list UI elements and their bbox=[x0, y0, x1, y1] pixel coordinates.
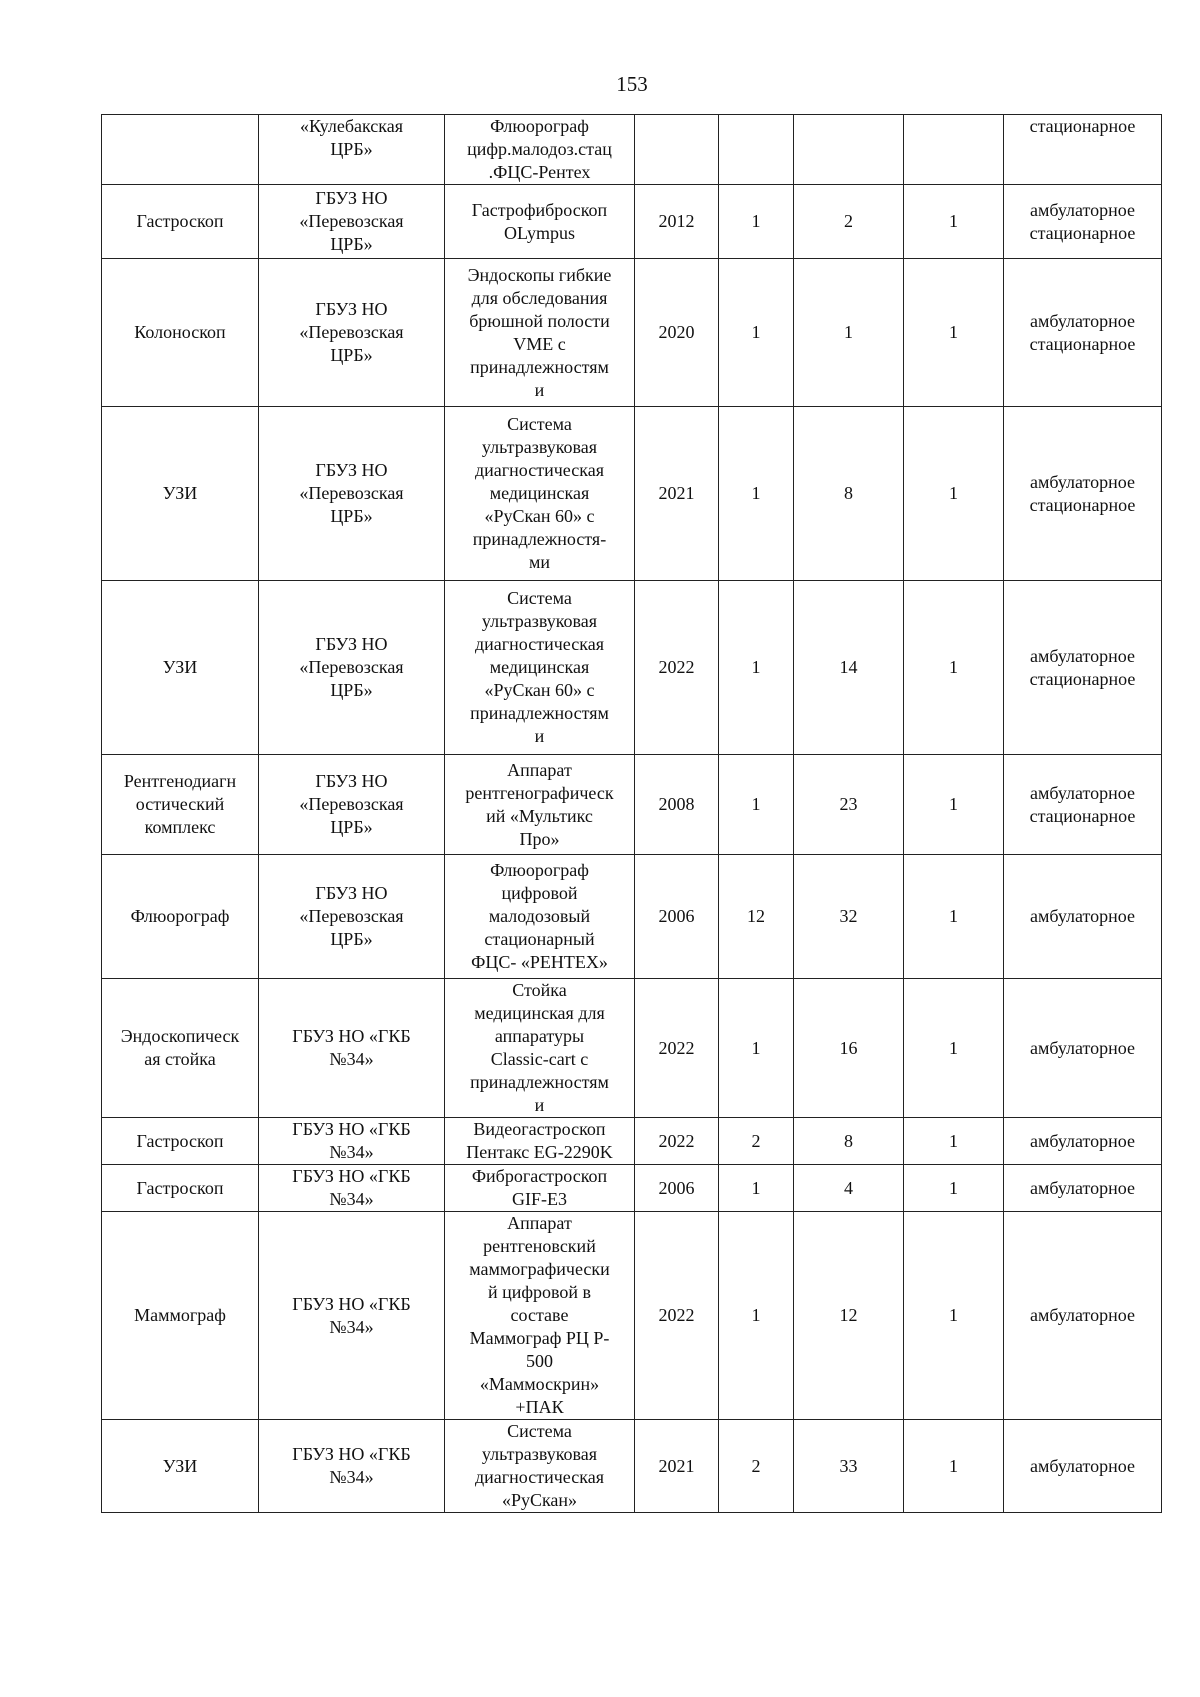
cell-count-2: 32 bbox=[794, 855, 904, 979]
cell-equipment-type bbox=[102, 581, 259, 755]
cell-text-line: медицинская bbox=[489, 483, 590, 503]
cell-text-line: ЦРБ» bbox=[330, 234, 373, 254]
cell-text-line: +ПАК bbox=[515, 1397, 564, 1417]
table-row bbox=[102, 755, 1162, 855]
cell-organization bbox=[259, 755, 445, 855]
cell-count-2: 8 bbox=[794, 407, 904, 581]
cell-count-1: 12 bbox=[719, 855, 794, 979]
cell-text-line: «РуСкан» bbox=[501, 1490, 578, 1510]
cell-count-1: 2 bbox=[719, 1420, 794, 1513]
table-row bbox=[102, 581, 1162, 755]
cell-count-2: 1 bbox=[794, 259, 904, 407]
cell-text-line: ГБУЗ НО «ГКБ bbox=[292, 1166, 411, 1186]
cell-text-line: УЗИ bbox=[162, 657, 198, 677]
cell-model bbox=[445, 581, 635, 755]
cell-text-line: ультразвуковая bbox=[481, 611, 598, 631]
cell-text-line: Эндоскопическ bbox=[120, 1026, 240, 1046]
cell-equipment-type bbox=[102, 1165, 259, 1212]
cell-text-line: диагностическая bbox=[475, 634, 604, 654]
cell-year: 2006 bbox=[635, 1165, 719, 1212]
page-number: 153 bbox=[616, 72, 648, 96]
cell-text-line: ГБУЗ НО «ГКБ bbox=[292, 1444, 411, 1464]
cell-text-line: Фиброгастроскоп bbox=[471, 1166, 608, 1186]
cell-text-line: GIF-E3 bbox=[512, 1189, 567, 1209]
cell-text-line: принадлежностя- bbox=[472, 529, 607, 549]
cell-text-line: принадлежностям bbox=[470, 1072, 609, 1092]
cell-text-line: №34» bbox=[329, 1316, 374, 1337]
cell-count-1: 1 bbox=[719, 1165, 794, 1212]
cell-text-line: Гастрофиброскоп bbox=[471, 199, 608, 220]
cell-text-line: маммографически bbox=[469, 1259, 610, 1279]
cell-text-line: рентгеновский bbox=[483, 1236, 596, 1256]
cell-model bbox=[445, 855, 635, 979]
cell-model bbox=[445, 185, 635, 259]
cell-equipment-type bbox=[102, 1212, 259, 1420]
cell-count-1: 1 bbox=[719, 259, 794, 407]
cell-equipment-type bbox=[102, 755, 259, 855]
cell-text-line: амбулаторное bbox=[1029, 471, 1136, 492]
cell-model bbox=[445, 407, 635, 581]
cell-text-line: стационарное bbox=[1029, 116, 1136, 136]
cell-year: 2022 bbox=[635, 1212, 719, 1420]
table-row bbox=[102, 259, 1162, 407]
cell-text-line: «РуСкан 60» с bbox=[484, 680, 595, 700]
cell-count-3: 1 bbox=[904, 185, 1004, 259]
cell-text-line: №34» bbox=[329, 1049, 374, 1069]
cell-count-3: 1 bbox=[904, 259, 1004, 407]
cell-text-line: диагностическая bbox=[475, 1467, 604, 1487]
cell-count-3: 1 bbox=[904, 407, 1004, 581]
cell-text-line: брюшной полости bbox=[469, 310, 610, 331]
cell-year bbox=[635, 115, 719, 185]
cell-text-line: ГБУЗ НО bbox=[315, 883, 388, 903]
cell-text-line: ГБУЗ НО «ГКБ bbox=[292, 1119, 411, 1139]
table-row bbox=[102, 407, 1162, 581]
cell-text-line: комплекс bbox=[144, 817, 216, 837]
table-row bbox=[102, 979, 1162, 1118]
cell-text-line: принадлежностям bbox=[470, 703, 609, 723]
cell-text-line: амбулаторное bbox=[1029, 1455, 1136, 1476]
cell-text-line: ЦРБ» bbox=[330, 680, 373, 700]
cell-text-line: Видеогастроскоп bbox=[473, 1119, 606, 1139]
cell-text-line: Флюорограф bbox=[130, 906, 230, 926]
cell-organization bbox=[259, 115, 445, 185]
cell-text-line: Про» bbox=[519, 828, 560, 849]
cell-text-line: «Перевозская bbox=[299, 906, 404, 926]
cell-count-1: 1 bbox=[719, 407, 794, 581]
cell-text-line: ЦРБ» bbox=[330, 817, 373, 837]
cell-count-1: 1 bbox=[719, 581, 794, 755]
cell-text-line: ГБУЗ НО bbox=[315, 188, 388, 208]
cell-model bbox=[445, 979, 635, 1118]
cell-organization bbox=[259, 1420, 445, 1513]
cell-count-2: 23 bbox=[794, 755, 904, 855]
cell-model bbox=[445, 259, 635, 407]
cell-text-line: Эндоскопы гибкие bbox=[467, 264, 612, 285]
cell-organization bbox=[259, 1118, 445, 1165]
cell-text-line: ая стойка bbox=[144, 1049, 216, 1069]
cell-usage-mode bbox=[1004, 755, 1162, 855]
cell-text-line: составе bbox=[510, 1305, 569, 1325]
cell-equipment-type bbox=[102, 855, 259, 979]
cell-text-line: стационарное bbox=[1029, 805, 1136, 826]
cell-count-2: 8 bbox=[794, 1118, 904, 1165]
cell-count-2: 2 bbox=[794, 185, 904, 259]
cell-text-line: «Маммоскрин» bbox=[479, 1374, 600, 1394]
cell-text-line: «Кулебакская bbox=[299, 116, 403, 136]
cell-text-line: цифровой bbox=[501, 883, 578, 903]
cell-text-line: цифр.малодоз.стац bbox=[467, 139, 612, 159]
cell-text-line: ФЦС- «РЕНТЕХ» bbox=[471, 952, 608, 972]
cell-text-line: ГБУЗ НО «ГКБ bbox=[292, 1026, 411, 1046]
cell-organization bbox=[259, 1165, 445, 1212]
cell-usage-mode bbox=[1004, 581, 1162, 755]
cell-text-line: Флюорограф bbox=[490, 116, 589, 136]
cell-count-3: 1 bbox=[904, 1165, 1004, 1212]
cell-text-line: принадлежностям bbox=[470, 356, 609, 377]
cell-count-1: 1 bbox=[719, 1212, 794, 1420]
cell-usage-mode bbox=[1004, 979, 1162, 1118]
cell-year: 2012 bbox=[635, 185, 719, 259]
cell-text-line: ЦРБ» bbox=[330, 506, 373, 526]
cell-text-line: ЦРБ» bbox=[330, 929, 373, 949]
cell-usage-mode bbox=[1004, 855, 1162, 979]
cell-text-line: «Перевозская bbox=[299, 657, 404, 677]
cell-count-3: 1 bbox=[904, 1420, 1004, 1513]
cell-text-line: Аппарат bbox=[507, 1213, 572, 1233]
cell-text-line: амбулаторное bbox=[1029, 906, 1136, 926]
cell-text-line: VME с bbox=[513, 333, 566, 354]
cell-text-line: ГБУЗ НО bbox=[315, 634, 388, 654]
cell-text-line: «РуСкан 60» с bbox=[484, 506, 595, 526]
cell-text-line: и bbox=[534, 1095, 545, 1115]
cell-year: 2022 bbox=[635, 581, 719, 755]
cell-model bbox=[445, 115, 635, 185]
cell-text-line: Classic-cart с bbox=[490, 1049, 589, 1069]
cell-count-1 bbox=[719, 115, 794, 185]
cell-year: 2021 bbox=[635, 407, 719, 581]
cell-usage-mode bbox=[1004, 115, 1162, 185]
cell-count-2: 33 bbox=[794, 1420, 904, 1513]
cell-text-line: ГБУЗ НО bbox=[315, 460, 388, 480]
cell-count-3 bbox=[904, 115, 1004, 185]
cell-text-line: для обследования bbox=[471, 287, 608, 308]
cell-text-line: рентгенографическ bbox=[465, 782, 614, 803]
cell-text-line: «Перевозская bbox=[299, 794, 404, 814]
cell-text-line: амбулаторное bbox=[1029, 1037, 1136, 1058]
cell-organization bbox=[259, 855, 445, 979]
cell-count-2: 4 bbox=[794, 1165, 904, 1212]
cell-text-line: №34» bbox=[329, 1142, 374, 1162]
cell-text-line: «Перевозская bbox=[299, 211, 404, 231]
cell-count-2: 12 bbox=[794, 1212, 904, 1420]
cell-organization bbox=[259, 979, 445, 1118]
cell-year: 2020 bbox=[635, 259, 719, 407]
cell-text-line: стационарное bbox=[1029, 222, 1136, 243]
cell-organization bbox=[259, 259, 445, 407]
cell-equipment-type bbox=[102, 185, 259, 259]
cell-usage-mode bbox=[1004, 1118, 1162, 1165]
table-row bbox=[102, 1420, 1162, 1513]
cell-text-line: Колоноскоп bbox=[134, 322, 226, 342]
cell-text-line: УЗИ bbox=[162, 483, 198, 503]
cell-year: 2022 bbox=[635, 979, 719, 1118]
cell-equipment-type bbox=[102, 407, 259, 581]
cell-text-line: медицинская bbox=[489, 657, 590, 677]
cell-text-line: амбулаторное bbox=[1029, 782, 1136, 803]
cell-count-2 bbox=[794, 115, 904, 185]
cell-text-line: и bbox=[534, 726, 545, 746]
cell-text-line: ультразвуковая bbox=[481, 437, 598, 457]
cell-text-line: УЗИ bbox=[162, 1455, 198, 1476]
cell-text-line: стационарное bbox=[1029, 333, 1136, 354]
cell-text-line: амбулаторное bbox=[1029, 199, 1136, 220]
equipment-table bbox=[101, 114, 1162, 1513]
cell-model bbox=[445, 1212, 635, 1420]
cell-equipment-type bbox=[102, 979, 259, 1118]
cell-usage-mode bbox=[1004, 259, 1162, 407]
cell-text-line: малодозовый bbox=[488, 906, 591, 926]
cell-text-line: амбулаторное bbox=[1029, 310, 1136, 331]
cell-text-line: остический bbox=[135, 794, 225, 814]
cell-text-line: .ФЦС-Рентех bbox=[488, 162, 591, 182]
cell-usage-mode bbox=[1004, 1420, 1162, 1513]
cell-text-line: Рентгенодиагн bbox=[123, 771, 237, 791]
cell-text-line: ЦРБ» bbox=[330, 345, 373, 365]
cell-year: 2006 bbox=[635, 855, 719, 979]
cell-text-line: Гастроскоп bbox=[136, 1177, 224, 1198]
cell-text-line: «Перевозская bbox=[299, 483, 404, 503]
cell-usage-mode bbox=[1004, 185, 1162, 259]
table-row bbox=[102, 1212, 1162, 1420]
cell-count-3: 1 bbox=[904, 755, 1004, 855]
cell-count-3: 1 bbox=[904, 1118, 1004, 1165]
cell-text-line: стационарное bbox=[1029, 668, 1136, 689]
cell-count-3: 1 bbox=[904, 581, 1004, 755]
cell-text-line: Система bbox=[507, 414, 572, 434]
cell-text-line: амбулаторное bbox=[1029, 1177, 1136, 1198]
cell-equipment-type bbox=[102, 115, 259, 185]
cell-count-1: 1 bbox=[719, 979, 794, 1118]
cell-model bbox=[445, 1118, 635, 1165]
table-row bbox=[102, 185, 1162, 259]
cell-equipment-type bbox=[102, 259, 259, 407]
cell-count-1: 1 bbox=[719, 755, 794, 855]
cell-text-line: амбулаторное bbox=[1029, 1130, 1136, 1151]
table-row bbox=[102, 115, 1162, 185]
cell-text-line: Флюорограф bbox=[490, 860, 589, 880]
cell-text-line: 500 bbox=[526, 1351, 553, 1371]
cell-organization bbox=[259, 581, 445, 755]
cell-text-line: амбулаторное bbox=[1029, 645, 1136, 666]
cell-text-line: ЦРБ» bbox=[330, 139, 373, 159]
cell-text-line: «Перевозская bbox=[299, 322, 404, 342]
cell-text-line: Стойка bbox=[512, 980, 567, 1000]
cell-equipment-type bbox=[102, 1118, 259, 1165]
cell-text-line: Гастроскоп bbox=[136, 1130, 224, 1151]
cell-count-1: 1 bbox=[719, 185, 794, 259]
cell-count-1: 2 bbox=[719, 1118, 794, 1165]
cell-text-line: аппаратуры bbox=[494, 1026, 585, 1046]
cell-text-line: OLympus bbox=[503, 222, 575, 243]
cell-text-line: ГБУЗ НО «ГКБ bbox=[292, 1293, 411, 1314]
cell-text-line: ий «Мультикс bbox=[486, 805, 593, 826]
cell-text-line: Маммограф bbox=[134, 1305, 226, 1325]
cell-text-line: диагностическая bbox=[475, 460, 604, 480]
table-body bbox=[102, 115, 1162, 1513]
cell-count-3: 1 bbox=[904, 979, 1004, 1118]
cell-organization bbox=[259, 185, 445, 259]
cell-count-2: 16 bbox=[794, 979, 904, 1118]
cell-text-line: ультразвуковая bbox=[481, 1444, 598, 1464]
table-row bbox=[102, 1165, 1162, 1212]
cell-text-line: амбулаторное bbox=[1029, 1305, 1136, 1325]
cell-text-line: ГБУЗ НО bbox=[315, 299, 388, 319]
cell-model bbox=[445, 1165, 635, 1212]
cell-text-line: стационарный bbox=[484, 929, 595, 949]
cell-count-3: 1 bbox=[904, 1212, 1004, 1420]
cell-usage-mode bbox=[1004, 1165, 1162, 1212]
cell-text-line: Пентакс EG-2290K bbox=[466, 1142, 613, 1162]
cell-count-2: 14 bbox=[794, 581, 904, 755]
cell-organization bbox=[259, 407, 445, 581]
cell-text-line: стационарное bbox=[1029, 494, 1136, 515]
cell-text-line: и bbox=[534, 379, 545, 400]
cell-text-line: ГБУЗ НО bbox=[315, 771, 388, 791]
cell-year: 2022 bbox=[635, 1118, 719, 1165]
cell-year: 2008 bbox=[635, 755, 719, 855]
cell-model bbox=[445, 1420, 635, 1513]
cell-usage-mode bbox=[1004, 1212, 1162, 1420]
cell-usage-mode bbox=[1004, 407, 1162, 581]
cell-model bbox=[445, 755, 635, 855]
cell-text-line: Гастроскоп bbox=[136, 211, 224, 231]
cell-text-line: Маммограф РЦ Р- bbox=[469, 1328, 610, 1348]
cell-text-line: Система bbox=[507, 1421, 572, 1441]
cell-text-line: медицинская для bbox=[474, 1003, 605, 1023]
cell-year: 2021 bbox=[635, 1420, 719, 1513]
table-row bbox=[102, 1118, 1162, 1165]
table-row bbox=[102, 855, 1162, 979]
cell-text-line: ми bbox=[528, 552, 551, 572]
cell-text-line: й цифровой в bbox=[487, 1282, 592, 1302]
cell-text-line: №34» bbox=[329, 1189, 374, 1209]
cell-count-3: 1 bbox=[904, 855, 1004, 979]
cell-text-line: Система bbox=[507, 588, 572, 608]
cell-organization bbox=[259, 1212, 445, 1420]
cell-equipment-type bbox=[102, 1420, 259, 1513]
cell-text-line: Аппарат bbox=[507, 759, 572, 780]
cell-text-line: №34» bbox=[329, 1467, 374, 1487]
